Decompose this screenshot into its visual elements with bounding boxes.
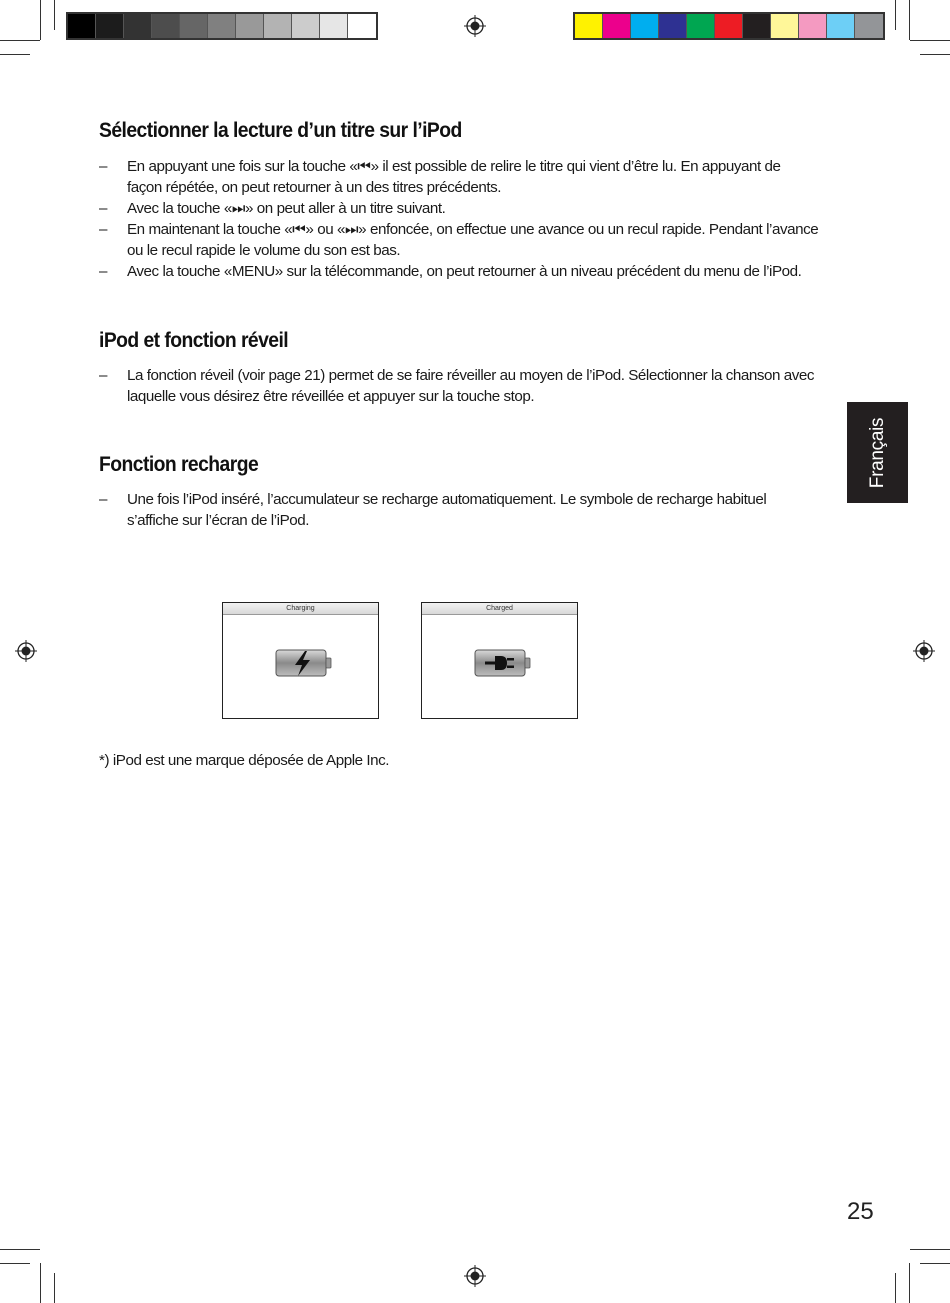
bullet-dash: – [99, 158, 107, 175]
screen-title: Charging [223, 603, 378, 615]
crop-mark [54, 1273, 55, 1303]
color-swatch [715, 14, 743, 38]
list-item-text: En maintenant la touche «⏮» ou «⏭» enfoncée, on effectue une avance ou un recul rapide. Pendant l’avance ou le recul rapide le volume du son est bas. [127, 221, 819, 259]
color-swatch [68, 14, 96, 38]
list-item [99, 365, 819, 407]
color-swatch [631, 14, 659, 38]
bullet-dash: – [99, 221, 107, 238]
crop-mark [909, 1263, 910, 1303]
crop-mark [0, 1263, 30, 1264]
screen-title: Charged [422, 603, 577, 615]
registration-mark-icon [15, 640, 37, 662]
section-title-selection: Sélectionner la lecture d’un titre sur l’iPod [99, 119, 462, 142]
color-swatch [855, 14, 883, 38]
battery-plug-icon [474, 647, 532, 679]
bullet-list-charging [99, 489, 819, 531]
bullet-dash: – [99, 491, 107, 508]
crop-mark [920, 1263, 950, 1264]
bullet-list-alarm [99, 365, 819, 407]
ipod-screen-charging [222, 602, 379, 719]
registration-mark-icon [913, 640, 935, 662]
crop-mark [910, 40, 950, 41]
crop-mark [40, 1263, 41, 1303]
list-item-text: En appuyant une fois sur la touche «⏮» il est possible de relire le titre qui vient d’être lu. En appuyant de façon répétée, on peut retourner à un des titres précédents. [127, 158, 781, 196]
list-item-text: Avec la touche «⏭» on peut aller à un titre suivant. [127, 200, 446, 217]
crop-mark [0, 1249, 40, 1250]
list-item [99, 156, 819, 198]
trademark-footnote: *) iPod est une marque déposée de Apple Inc. [99, 752, 390, 769]
color-swatch [264, 14, 292, 38]
list-item-text: Avec la touche «MENU» sur la télécommande, on peut retourner à un niveau précédent du menu de l’iPod. [127, 263, 802, 280]
crop-mark [910, 1249, 950, 1250]
color-swatch [180, 14, 208, 38]
color-swatch [771, 14, 799, 38]
list-item-text: Une fois l’iPod inséré, l’accumulateur se recharge automatiquement. Le symbole de recharge habituel s’affiche sur l’écran de l’iPod. [127, 491, 767, 529]
bullet-dash: – [99, 263, 107, 280]
color-swatch [659, 14, 687, 38]
color-swatch [348, 14, 376, 38]
crop-mark [54, 0, 55, 30]
crop-mark [909, 0, 910, 40]
color-swatch [603, 14, 631, 38]
bullet-dash: – [99, 200, 107, 217]
color-swatch [687, 14, 715, 38]
list-item [99, 489, 819, 531]
list-item [99, 198, 819, 219]
color-swatch [320, 14, 348, 38]
color-swatch [124, 14, 152, 38]
registration-mark-icon [464, 15, 486, 37]
grayscale-swatches [66, 12, 378, 40]
color-swatch [208, 14, 236, 38]
color-swatch [799, 14, 827, 38]
bullet-list-selection [99, 156, 819, 282]
section-title-charging: Fonction recharge [99, 453, 259, 476]
section-title-alarm: iPod et fonction réveil [99, 329, 289, 352]
language-tab-label: Français [866, 417, 888, 488]
color-swatch [292, 14, 320, 38]
crop-mark [0, 54, 30, 55]
battery-lightning-icon [275, 647, 333, 679]
crop-mark [895, 1273, 896, 1303]
color-swatch [827, 14, 855, 38]
list-item [99, 219, 819, 261]
color-swatches [573, 12, 885, 40]
crop-mark [40, 0, 41, 40]
list-item-text: La fonction réveil (voir page 21) permet de se faire réveiller au moyen de l’iPod. Sélectionner la chanson avec laquelle vous désirez être réveillée et appuyer sur la touche stop. [127, 367, 815, 405]
crop-mark [0, 40, 40, 41]
ipod-screen-charged [421, 602, 578, 719]
registration-mark-icon [464, 1265, 486, 1287]
page-number: 25 [847, 1198, 874, 1225]
color-swatch [743, 14, 771, 38]
color-swatch [96, 14, 124, 38]
color-swatch [575, 14, 603, 38]
crop-mark [920, 54, 950, 55]
list-item [99, 261, 819, 282]
color-swatch [152, 14, 180, 38]
crop-mark [895, 0, 896, 30]
language-tab [847, 402, 908, 503]
bullet-dash: – [99, 367, 107, 384]
color-swatch [236, 14, 264, 38]
